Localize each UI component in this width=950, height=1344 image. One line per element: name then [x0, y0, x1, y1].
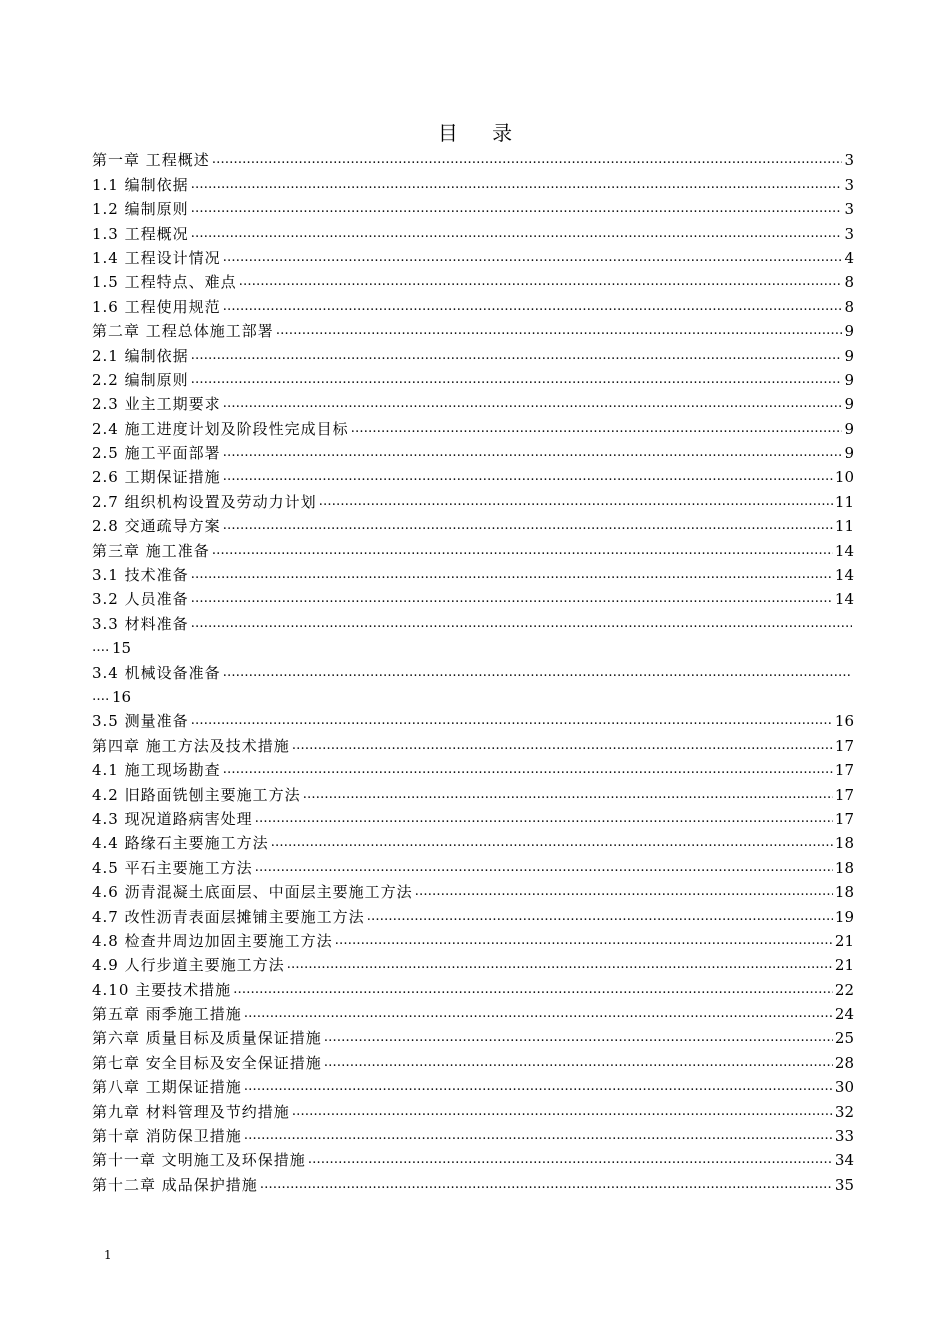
page-number: 1: [104, 1248, 112, 1262]
toc-title: 目 录: [437, 121, 527, 145]
dot-leader: [223, 446, 843, 460]
toc-entry-label: 1.4 工程设计情况: [92, 248, 221, 267]
dot-leader: [276, 324, 843, 338]
toc-entry[interactable]: [92, 536, 854, 560]
toc-entry-label: 3.2 人员准备: [92, 590, 189, 609]
toc-entry-label: 4.8 检查井周边加固主要施工方法: [92, 931, 333, 950]
toc-entry[interactable]: [92, 561, 854, 585]
dot-leader: [233, 983, 833, 997]
toc-entry[interactable]: [92, 1097, 854, 1121]
toc-entry[interactable]: [92, 390, 854, 414]
toc-entry-page: 9: [844, 322, 854, 341]
toc-entry-label: 4.3 现况道路病害处理: [92, 809, 253, 828]
dot-leader: [191, 178, 843, 192]
toc-entry[interactable]: [92, 414, 854, 438]
dot-leader: [191, 373, 843, 387]
dot-leader: [303, 788, 833, 802]
toc-entry-label: 1.2 编制原则: [92, 200, 189, 219]
toc-entry-label: 4.1 施工现场勘查: [92, 761, 221, 780]
toc-entry-page: 28: [834, 1053, 854, 1072]
dot-leader: [223, 763, 833, 777]
toc-entry-label: 4.4 路缘石主要施工方法: [92, 834, 269, 853]
toc-entry-page: 14: [834, 566, 854, 585]
toc-entry[interactable]: [92, 512, 854, 536]
toc-entry-page: 24: [834, 1005, 854, 1024]
toc-entry-page: 15: [112, 639, 132, 658]
dot-leader: [223, 519, 833, 533]
dot-leader: [223, 251, 843, 265]
dot-leader: [244, 1007, 833, 1021]
toc-entry[interactable]: [92, 1024, 854, 1048]
toc-entry-label: 1.3 工程概况: [92, 224, 189, 243]
toc-entry-label: 第七章 安全目标及安全保证措施: [92, 1053, 322, 1072]
toc-entry[interactable]: [92, 244, 854, 268]
toc-entry-label: 3.4 机械设备准备: [92, 663, 221, 682]
dot-leader: [191, 349, 843, 363]
toc-entry[interactable]: [92, 878, 854, 902]
toc-entry[interactable]: [92, 439, 854, 463]
toc-entry[interactable]: [92, 805, 854, 829]
dot-leader: [319, 495, 833, 509]
toc-entry-page: 8: [844, 297, 854, 316]
toc-entry-label: 第六章 质量目标及质量保证措施: [92, 1029, 322, 1048]
toc-entry[interactable]: [92, 902, 854, 926]
dot-leader: [367, 910, 833, 924]
toc-entry-label: 2.6 工期保证措施: [92, 468, 221, 487]
toc-entry[interactable]: [92, 1048, 854, 1072]
toc-entry-page: 18: [834, 834, 854, 853]
toc-entry-label: 第八章 工期保证措施: [92, 1078, 242, 1097]
dot-leader: [191, 227, 843, 241]
dot-leader: [415, 885, 833, 899]
toc-entry[interactable]: [92, 756, 854, 780]
toc-entry-page: 19: [834, 907, 854, 926]
dot-leader: [308, 1153, 833, 1167]
toc-entry-page: 9: [844, 444, 854, 463]
toc-entry-page: 18: [834, 858, 854, 877]
toc-entry-label: 第十一章 文明施工及环保措施: [92, 1151, 306, 1170]
dot-leader: [271, 836, 833, 850]
toc-entry-page: 11: [834, 492, 854, 511]
dot-leader: [223, 470, 833, 484]
toc-entry-label: 4.7 改性沥青表面层摊铺主要施工方法: [92, 907, 365, 926]
toc-entry-label: 2.7 组织机构设置及劳动力计划: [92, 492, 317, 511]
toc-entry-label: 第二章 工程总体施工部署: [92, 322, 274, 341]
toc-entry-label: 2.2 编制原则: [92, 370, 189, 389]
toc-entry[interactable]: [92, 1073, 854, 1097]
dot-leader: [255, 812, 833, 826]
dot-leader: [223, 666, 852, 680]
dot-leader: [92, 641, 110, 655]
toc-entry-label: 4.9 人行步道主要施工方法: [92, 956, 285, 975]
dot-leader: [191, 617, 852, 631]
dot-leader: [244, 1080, 833, 1094]
toc-entry-page: 9: [844, 419, 854, 438]
toc-entry[interactable]: [92, 341, 854, 365]
toc-entry-label: 4.5 平石主要施工方法: [92, 858, 253, 877]
toc-entry[interactable]: [92, 927, 854, 951]
dot-leader: [324, 1031, 833, 1045]
toc-entry-page: 25: [834, 1029, 854, 1048]
table-of-contents: [92, 146, 854, 1195]
toc-entry[interactable]: [92, 1122, 854, 1146]
toc-entry[interactable]: [92, 146, 854, 170]
toc-entry[interactable]: [92, 658, 854, 682]
toc-entry-page: 9: [844, 346, 854, 365]
toc-entry[interactable]: [92, 585, 854, 609]
toc-entry[interactable]: [92, 1146, 854, 1170]
toc-entry-label: 2.5 施工平面部署: [92, 444, 221, 463]
toc-entry[interactable]: [92, 1170, 854, 1194]
toc-entry-page: 22: [834, 980, 854, 999]
toc-entry[interactable]: [92, 292, 854, 316]
dot-leader: [191, 202, 843, 216]
toc-entry-continuation[interactable]: [92, 634, 854, 658]
toc-entry[interactable]: [92, 609, 854, 633]
toc-entry-page: 16: [112, 687, 132, 706]
dot-leader: [191, 714, 833, 728]
toc-entry[interactable]: [92, 366, 854, 390]
dot-leader: [223, 397, 843, 411]
toc-entry-page: 21: [834, 956, 854, 975]
toc-entry-label: 第十章 消防保卫措施: [92, 1127, 242, 1146]
toc-entry-label: 3.3 材料准备: [92, 614, 189, 633]
dot-leader: [335, 934, 833, 948]
toc-entry-label: 2.1 编制依据: [92, 346, 189, 365]
toc-entry[interactable]: [92, 731, 854, 755]
toc-entry-page: 16: [834, 712, 854, 731]
toc-entry-page: 11: [834, 517, 854, 536]
toc-entry-label: 4.10 主要技术措施: [92, 980, 232, 999]
toc-entry-page: 8: [844, 273, 854, 292]
toc-entry-page: 14: [834, 590, 854, 609]
toc-entry-page: 3: [844, 224, 854, 243]
toc-entry-label: 第一章 工程概述: [92, 151, 210, 170]
toc-entry[interactable]: [92, 463, 854, 487]
dot-leader: [260, 1178, 833, 1192]
toc-entry[interactable]: [92, 829, 854, 853]
dot-leader: [292, 739, 833, 753]
toc-entry-label: 4.2 旧路面铣刨主要施工方法: [92, 785, 301, 804]
dot-leader: [244, 1129, 833, 1143]
toc-entry-label: 第三章 施工准备: [92, 541, 210, 560]
toc-entry-label: 第九章 材料管理及节约措施: [92, 1102, 290, 1121]
toc-entry-page: 17: [834, 809, 854, 828]
toc-entry-continuation[interactable]: [92, 683, 854, 707]
toc-entry-page: 35: [834, 1175, 854, 1194]
toc-entry-label: 1.1 编制依据: [92, 175, 189, 194]
toc-entry-page: 9: [844, 370, 854, 389]
toc-entry-label: 1.5 工程特点、难点: [92, 273, 237, 292]
toc-entry-label: 2.4 施工进度计划及阶段性完成目标: [92, 419, 349, 438]
toc-entry-page: 34: [834, 1151, 854, 1170]
dot-leader: [212, 544, 833, 558]
dot-leader: [351, 422, 843, 436]
toc-entry-label: 2.3 业主工期要求: [92, 395, 221, 414]
dot-leader: [292, 1105, 833, 1119]
dot-leader: [191, 592, 833, 606]
toc-entry-page: 21: [834, 931, 854, 950]
dot-leader: [287, 958, 833, 972]
toc-entry-label: 第四章 施工方法及技术措施: [92, 736, 290, 755]
toc-entry-page: 18: [834, 883, 854, 902]
toc-entry-page: 32: [834, 1102, 854, 1121]
toc-entry-page: 10: [834, 468, 854, 487]
toc-entry[interactable]: [92, 1000, 854, 1024]
toc-entry-page: 17: [834, 736, 854, 755]
toc-entry-page: 3: [844, 175, 854, 194]
dot-leader: [255, 861, 833, 875]
toc-entry[interactable]: [92, 707, 854, 731]
toc-entry[interactable]: [92, 219, 854, 243]
toc-entry[interactable]: [92, 951, 854, 975]
toc-entry-page: 3: [844, 151, 854, 170]
toc-entry-label: 第十二章 成品保护措施: [92, 1175, 258, 1194]
toc-entry[interactable]: [92, 780, 854, 804]
toc-entry[interactable]: [92, 170, 854, 194]
toc-entry[interactable]: [92, 195, 854, 219]
toc-entry-page: 4: [844, 248, 854, 267]
dot-leader: [223, 300, 843, 314]
dot-leader: [212, 153, 843, 167]
toc-entry[interactable]: [92, 853, 854, 877]
toc-entry-label: 3.5 测量准备: [92, 712, 189, 731]
toc-entry-page: 33: [834, 1127, 854, 1146]
dot-leader: [191, 568, 833, 582]
dot-leader: [239, 275, 843, 289]
toc-entry[interactable]: [92, 487, 854, 511]
toc-entry-page: 30: [834, 1078, 854, 1097]
toc-entry-page: 9: [844, 395, 854, 414]
toc-entry-page: 17: [834, 761, 854, 780]
toc-entry-label: 4.6 沥青混凝土底面层、中面层主要施工方法: [92, 883, 413, 902]
toc-entry-page: 3: [844, 200, 854, 219]
dot-leader: [324, 1056, 833, 1070]
toc-entry-label: 3.1 技术准备: [92, 566, 189, 585]
dot-leader: [92, 690, 110, 704]
toc-entry-page: 14: [834, 541, 854, 560]
toc-entry-page: 17: [834, 785, 854, 804]
toc-entry-label: 2.8 交通疏导方案: [92, 517, 221, 536]
toc-entry-label: 1.6 工程使用规范: [92, 297, 221, 316]
toc-entry[interactable]: [92, 268, 854, 292]
toc-entry[interactable]: [92, 317, 854, 341]
toc-entry-label: 第五章 雨季施工措施: [92, 1005, 242, 1024]
toc-entry[interactable]: [92, 975, 854, 999]
